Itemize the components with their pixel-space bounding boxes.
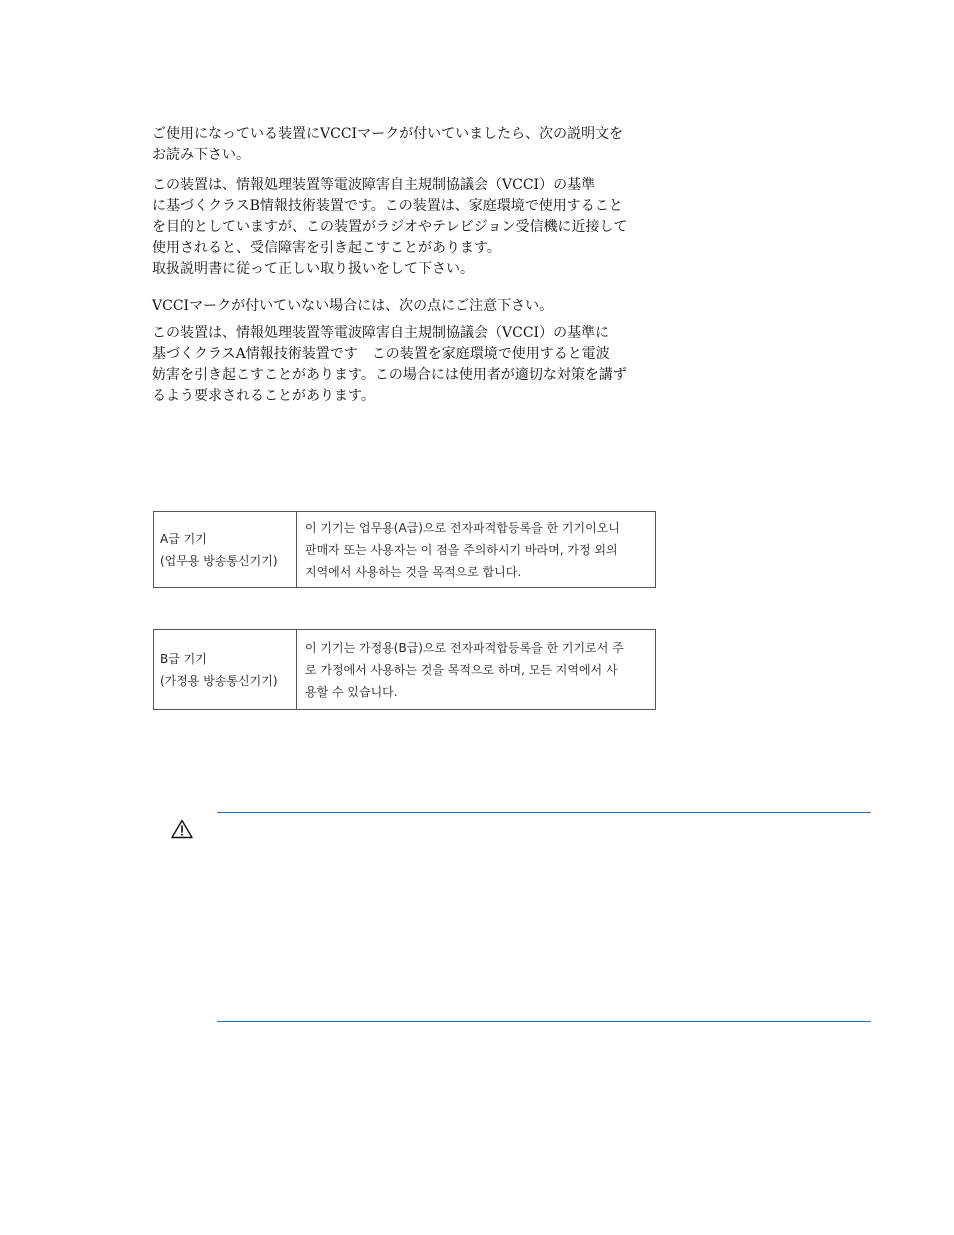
kr-class-b-text-line: 로 가정에서 사용하는 것을 목적으로 하며, 모든 지역에서 사: [305, 662, 618, 677]
kr-class-b-table: [153, 629, 656, 710]
jp-no-vcci-heading: [152, 296, 632, 317]
jp-class-b-text: この装置は、情報処理装置等電波障害自主規制協議会（VCCI）の基準 に基づくクラスB情報技術装置です。この装置は、家庭環境で使用すること を目的としていますが、この装置がラジオやテレビジョン受信機に近接して 使用されると、受信障害を引き起こすことがあります。 取扱説明書に従って正しい取り扱いをして下さい。: [152, 177, 628, 277]
kr-class-a-text-line: 지역에서 사용하는 것을 목적으로 합니다.: [305, 564, 522, 579]
caution-bottom-rule: [217, 1021, 871, 1022]
kr-class-a-text-line: 이 기기는 업무용(A급)으로 전자파적합등록을 한 기기이오니: [305, 520, 620, 535]
jp-class-a-text: この装置は、情報処理装置等電波障害自主規制協議会（VCCI）の基準に 基づくクラスA情報技術装置です この装置を家庭環境で使用すると電波 妨害を引き起こすことがあります。この場合には使用者が適切な対策を講ず るよう要求されることがあります。: [152, 325, 627, 404]
kr-class-b-text-line: 이 기기는 가정용(B급)으로 전자파적합등록을 한 기기로서 주: [305, 640, 624, 655]
warning-triangle-icon: [171, 819, 193, 839]
jp-intro-paragraph: [152, 124, 632, 166]
table-row: [154, 512, 656, 588]
jp-class-a-paragraph: [152, 323, 632, 407]
caution-top-rule: [217, 812, 871, 813]
kr-class-a-text-cell: [297, 512, 656, 588]
kr-class-a-sublabel: (업무용 방송통신기기): [160, 553, 278, 568]
kr-class-b-sublabel: (가정용 방송통신기기): [160, 673, 278, 688]
kr-class-b-text-cell: [297, 630, 656, 710]
table-row: [154, 630, 656, 710]
jp-class-b-paragraph: [152, 175, 632, 280]
kr-class-b-text-line: 용할 수 있습니다.: [305, 684, 398, 699]
kr-class-a-table: [153, 511, 656, 588]
kr-class-a-label-cell: [154, 512, 297, 588]
jp-no-vcci-text: VCCIマークが付いていない場合には、次の点にご注意下さい。: [152, 298, 554, 314]
kr-class-a-label: A급 기기: [160, 531, 207, 546]
kr-class-a-text-line: 판매자 또는 사용자는 이 점을 주의하시기 바라며, 가정 외의: [305, 542, 618, 557]
jp-intro-text: ご使用になっている装置にVCCIマークが付いていましたら、次の説明文を お読み下さい。: [152, 126, 624, 163]
kr-class-b-label: B급 기기: [160, 651, 207, 666]
kr-class-b-label-cell: [154, 630, 297, 710]
